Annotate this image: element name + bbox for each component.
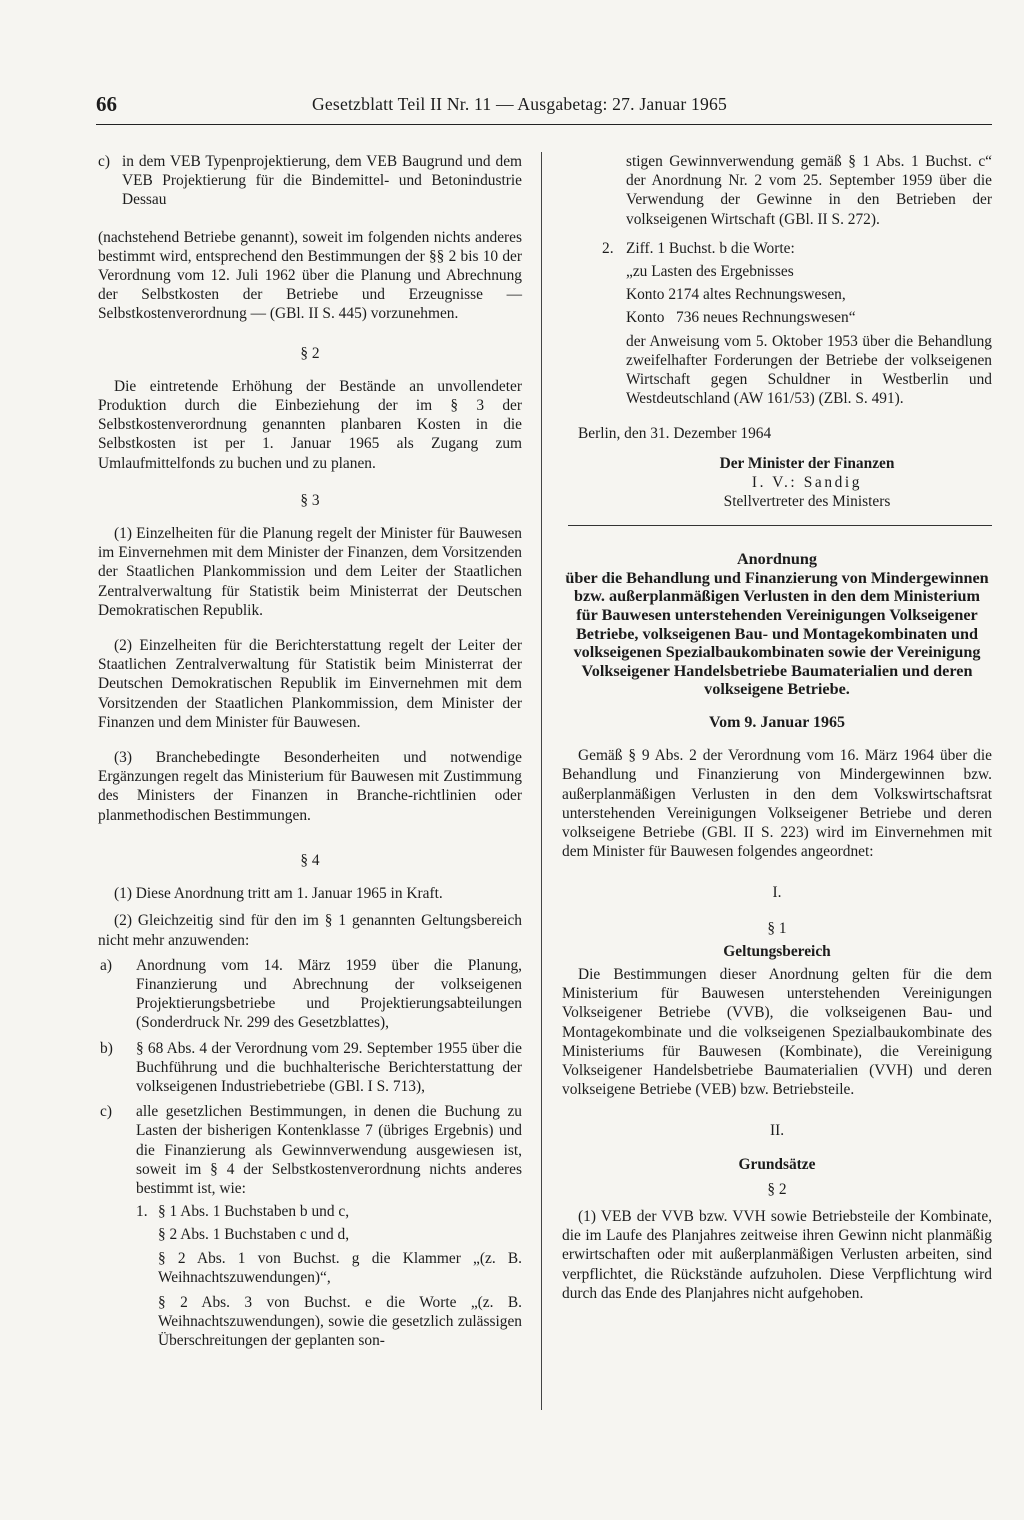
section-heading: § 2 [767,1180,787,1198]
section-heading: § 4 [300,851,320,869]
list-item-a [98,956,522,1033]
left-column [98,152,522,1351]
right-column [562,152,992,1303]
list-body [626,239,992,409]
list-marker: 1. [136,1203,148,1221]
list-marker: b) [100,1039,113,1057]
header-title: Gesetzblatt Teil II Nr. 11 — Ausgabetag: 27. Januar 1965 [312,94,728,114]
sub-line: § 2 Abs. 1 Buchstaben c und d, [158,1226,350,1244]
section-heading: § 2 [300,344,320,362]
continued-text: stigen Gewinnverwendung gemäß § 1 Abs. 1 Buchst. c“ der Anordnung Nr. 2 vom 25. September 1959 über die Verwendung der Gewinne in den Betrieben der volkseigenen Wirtschaft (GBl. II S. 272). [626,153,992,228]
sub-list-item-1 [98,1202,522,1350]
section-title: Geltungsbereich [723,942,831,960]
ordinance-title: Anordnung [736,550,818,569]
paragraph: (2) Einzelheiten für die Berichterstattung regelt der Leiter der Staatlichen Zentralverwaltung für Statistik beim Ministerrat der Deutschen Demokratischen Republik im Einvernehmen mit dem Vorsitzenden der Staatlichen Plankommission, dem Minister der Finanzen und dem Minister für Bauwesen. [98,637,522,731]
list-text: § 68 Abs. 4 der Verordnung vom 29. September 1955 über die Buchführung und die buchhalterische Berichterstattung der volkseigenen Industriebetriebe (GBl. I S. 713), [136,1039,522,1095]
list-text: alle gesetzlichen Bestimmungen, in denen die Buchung zu Lasten der bisherigen Kontenklasse 7 (übriges Ergebnis) und die Finanzierung als Gewinnverwendung ausgewiesen ist, soweit im § 4 der Selbstkostenverordnung nichts anderes bestimmt ist, wie: [136,1103,522,1197]
list-item-2 [562,239,992,409]
paragraph: (nachstehend Betriebe genannt), soweit im folgenden nichts anderes bestimmt wird, entsprechend den Bestimmungen der §§ 2 bis 10 der Verordnung vom 12. Juli 1962 über die Planung und Abrechnung der Selbstkosten der Betriebe und Erzeugnisse — Selbstkostenverordnung — (GBl. II S. 445) vorzunehmen. [98,228,522,323]
list-item-b [98,1039,522,1097]
list-line: „zu Lasten des Ergebnisses [626,263,794,281]
list-marker: c) [98,153,110,170]
section-heading: § 3 [300,491,320,509]
paragraph: (3) Branchebedingte Besonderheiten und notwendige Ergänzungen regelt das Ministerium für Bauwesen mit Zustimmung des Ministers der Finanzen in Branche-richtlinien oder planmethodischen Bestimmungen. [98,749,522,824]
part-number: II. [769,1122,785,1140]
signatory-title: Der Minister der Finanzen [719,454,895,472]
list-line: Konto 736 neues Rechnungswesen“ [626,309,856,327]
signatory-role: Stellvertreter des Ministers [723,493,891,511]
column-divider [541,152,542,1410]
ordinance-date: Vom 9. Januar 1965 [708,714,846,731]
header-rule [96,124,992,125]
paragraph: (1) Einzelheiten für die Planung regelt der Minister für Bauwesen im Einvernehmen mit dem Minister der Finanzen, dem Vorsitzenden der Staatlichen Plankommission und dem Leiter der Staatlichen Zentralverwaltung für Statistik beim Ministerrat der Deutschen Demokratischen Republik. [98,525,522,619]
list-line: der Anweisung vom 5. Oktober 1953 über die Behandlung zweifelhafter Forderungen der Betriebe der volkseigenen Wirtschaft gegen Schuldner in Westberlin und Westdeutschland (AW 161/53) (ZBl. S. 491). [626,332,992,408]
sub-line: § 2 Abs. 3 von Buchst. e die Worte „(z. B. Weihnachtszuwendungen), sowie die gesetzlich zulässigen Überschreitungen der geplanten son- [158,1293,522,1350]
paragraph: (1) Diese Anordnung tritt am 1. Januar 1965 in Kraft. [114,885,443,903]
ordinance-subtitle: über die Behandlung und Finanzierung von Mindergewinnen bzw. außerplanmäßigen Verlusten in den dem Ministerium für Bauwesen unterstehenden Vereinigungen Volkseigener Betriebe, volkseigenen Bau- und Montagekombinaten und volkseigenen Spezialbaukombinaten sowie der Vereinigung Volkseigener Handelsbetriebe Baumaterialien und deren volkseigene Betriebe. [565,568,989,699]
signature-name: I. V.: Sandig [751,473,863,491]
paragraph: (2) Gleichzeitig sind für den im § 1 genannten Geltungsbereich nicht mehr anzuwenden: [98,912,522,949]
place-date: Berlin, den 31. Dezember 1964 [578,425,772,443]
page-number: 66 [96,92,117,116]
sub-line: § 1 Abs. 1 Buchstaben b und c, [158,1203,350,1221]
paragraph: Die eintretende Erhöhung der Bestände an unvollendeter Produktion durch die Einbeziehung der im § 3 der Selbstkostenverordnung genannten planbaren Kosten in die Selbstkosten ist per 1. Januar 1965 als Zugang zum Umlaufmittelfonds zu buchen und zu planen. [98,377,522,472]
list-line: Ziff. 1 Buchst. b die Worte: [626,239,795,257]
list-item-c2 [98,1102,522,1198]
part-number: I. [772,884,782,902]
list-text: Anordnung vom 14. März 1959 über die Planung, Finanzierung und Abrechnung der volkseigenen Projektierungsbetriebe und Projektierungsabteilungen (Sonderdruck Nr. 299 des Gesetzblattes), [136,956,522,1032]
sub-list-body [158,1202,522,1350]
page-header [96,88,992,128]
section-title: Grundsätze [738,1155,816,1173]
sub-line: § 2 Abs. 1 von Buchst. g die Klammer „(z. B. Weihnachtszuwendungen)“, [158,1249,522,1286]
paragraph: Gemäß § 9 Abs. 2 der Verordnung vom 16. März 1964 über die Behandlung und Finanzierung von Mindergewinnen bzw. außerplanmäßigen Verlusten in den dem Volkswirtschaftsrat unterstehenden Vereinigungen Volkseigener Betriebe und deren volkseigene Betriebe (GBl. II S. 223) wird im Einvernehmen mit dem Minister für Bauwesen folgendes angeordnet: [562,747,992,861]
list-marker: 2. [602,239,614,257]
list-marker: a) [100,956,112,974]
list-line: Konto 2174 altes Rechnungswesen, [626,286,846,304]
paragraph: (1) VEB der VVB bzw. VVH sowie Betriebsteile der Kombinate, die im Laufe des Planjahres zeitweise ihren Gewinn nicht planmäßig erwirtschaften oder mit außerplanmäßigen Verlusten arbeiten, sind verpflichtet, die Rückstände aufzuholen. Diese Verpflichtung wird durch das Ende des Planjahres nicht aufgehoben. [562,1208,992,1302]
section-heading: § 1 [767,919,787,937]
list-marker: c) [100,1103,112,1121]
paragraph: Die Bestimmungen dieser Anordnung gelten für die dem Ministerium für Bauwesen unterstehenden Vereinigungen Volkseigener Betriebe (VVB), die volkseigenen Bau- und Montagekombinate und die volkseigenen Spezialbaukombinate des Ministeriums für Bauwesen (Kombinate), die Vereinigung Volkseigener Handelsbetriebe Baumaterialien (VVH) und deren volkseigene Betriebe (VEB) bzw. Betriebsteile. [562,966,992,1099]
list-text: in dem VEB Typenprojektierung, dem VEB Baugrund und dem VEB Projektierung für die Bindemittel- und Betonindustrie Dessau [122,153,522,209]
list-item-c [98,152,522,210]
